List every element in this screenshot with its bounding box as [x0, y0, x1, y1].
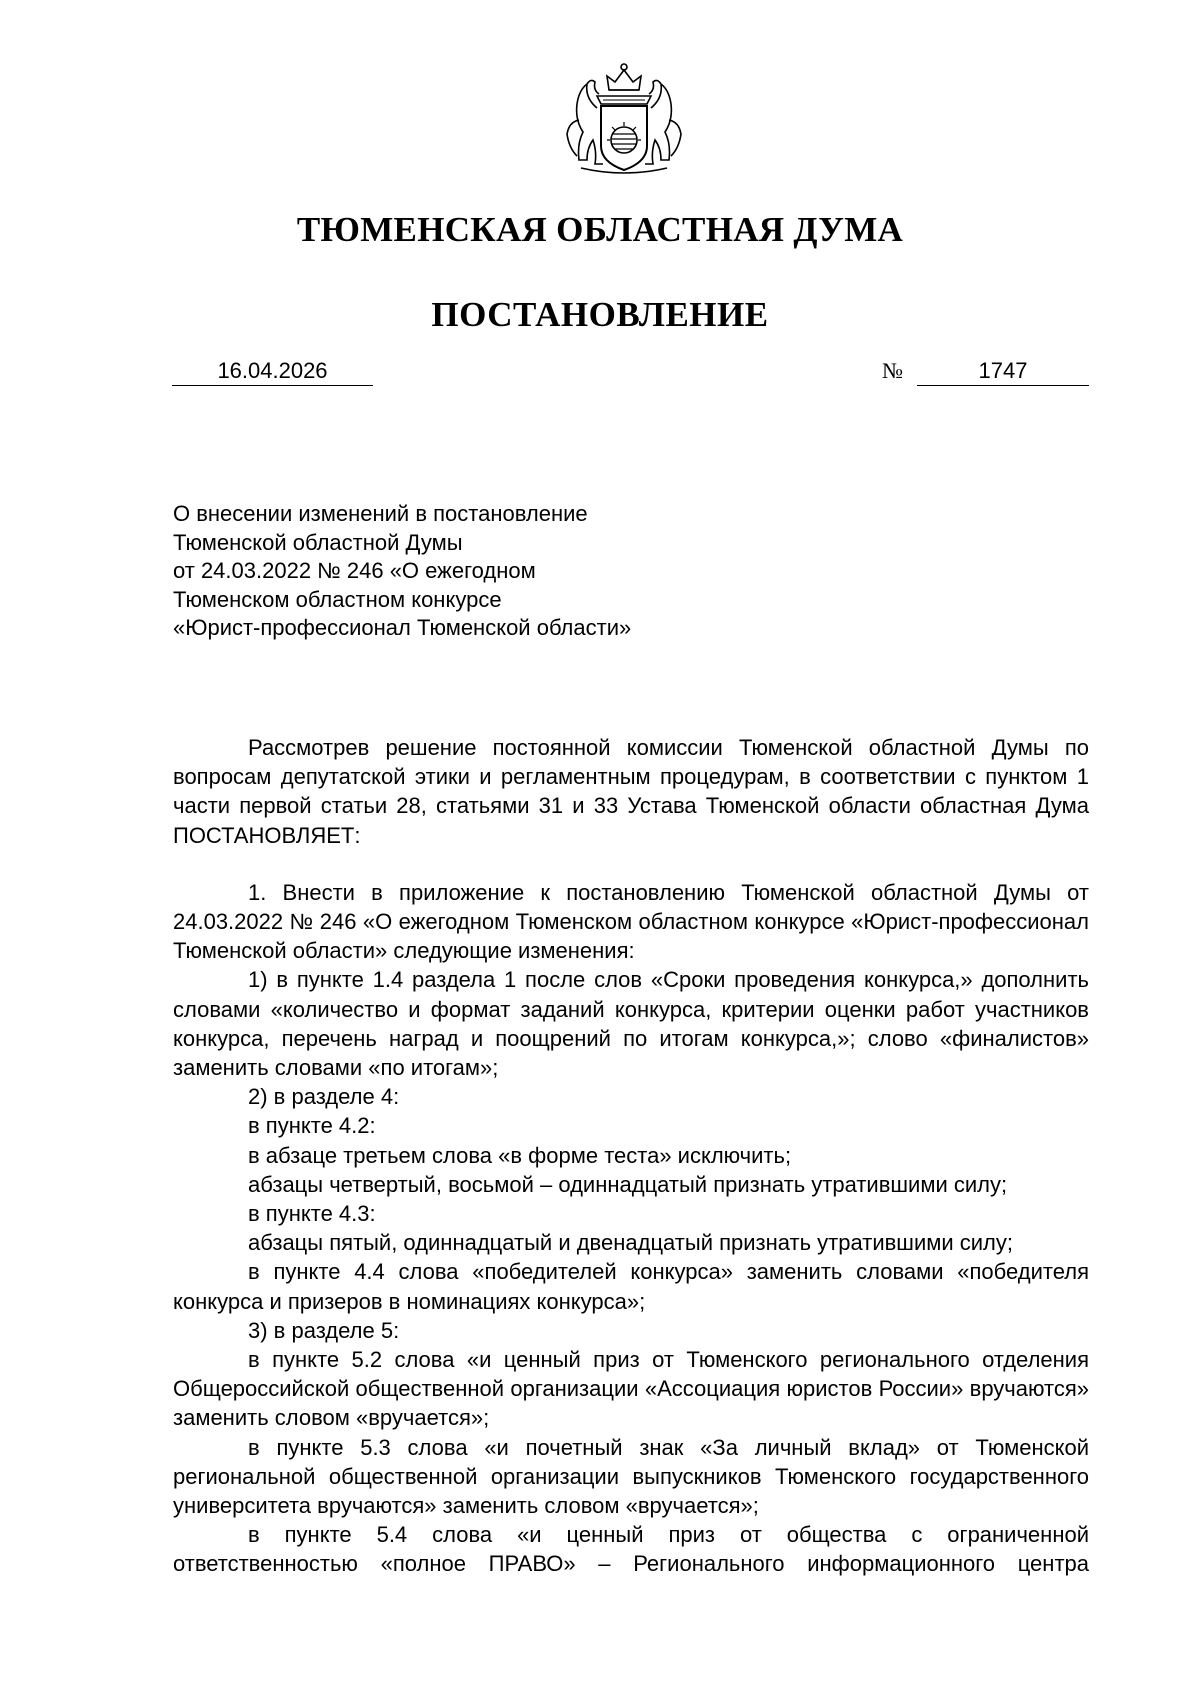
number-sign: №: [882, 358, 903, 383]
subject-line: Тюменском областном конкурсе: [173, 586, 502, 612]
body-paragraph: в абзаце третьем слова «в форме теста» исключить;: [248, 1142, 792, 1168]
document-body: [173, 733, 1089, 1579]
body-paragraph: в пункте 4.3:: [248, 1201, 376, 1227]
body-paragraph: 1. Внести в приложение к постановлению Тюменской областной Думы от 24.03.2022 № 246 «О ежегодном Тюменском областном конкурсе «Юрист-профессионал Тюменской области» следующие изменения:: [173, 879, 1089, 964]
tyumen-coat-of-arms-emblem: [557, 60, 691, 178]
document-date: 16.04.2026: [172, 357, 373, 386]
preamble-paragraph: Рассмотрев решение постоянной комиссии Тюменской областной Думы по вопросам депутатской этики и регламентным процедурам, в соответствии с пунктом 1 части первой статьи 28, статьями 31 и 33 Устава Тюменской области областная Дума ПОСТАНОВЛЯЕТ:: [173, 735, 1089, 848]
body-paragraph: в пункте 5.4 слова «и ценный приз от общества с ограниченной ответственностью «полное ПРАВО» – Регионального информационного центра: [173, 1522, 1089, 1577]
body-paragraph: в пункте 5.3 слова «и почетный знак «За личный вклад» от Тюменской региональной общественной организации выпускников Тюменского государственного университета вручаются» заменить словом «вручается»;: [173, 1434, 1089, 1519]
document-type-title: ПОСТАНОВЛЕНИЕ: [431, 295, 769, 334]
body-paragraph: в пункте 5.2 слова «и ценный приз от Тюменского регионального отделения Общероссийской общественной организации «Ассоциация юристов России» вручаются» заменить словом «вручается»;: [173, 1347, 1089, 1431]
body-paragraph: абзацы пятый, одиннадцатый и двенадцатый признать утратившими силу;: [248, 1230, 1013, 1256]
body-paragraph: в пункте 4.2:: [248, 1113, 376, 1139]
body-paragraph: в пункте 4.4 слова «победителей конкурса» заменить словами «победителя конкурса и призеров в номинациях конкурса»;: [173, 1259, 1089, 1314]
organization-title: ТЮМЕНСКАЯ ОБЛАСТНАЯ ДУМА: [296, 210, 904, 249]
body-paragraph: 1) в пункте 1.4 раздела 1 после слов «Сроки проведения конкурса,» дополнить словами «количество и формат заданий конкурса, критерии оценки работ участников конкурса, перечень наград и поощрений по итогам конкурса,»; слово «финалистов» заменить словами «по итогам»;: [173, 967, 1089, 1081]
subject-line: от 24.03.2022 № 246 «О ежегодном: [173, 558, 536, 583]
subject-line: «Юрист-профессионал Тюменской области»: [173, 615, 632, 640]
subject-line: Тюменской областной Думы: [173, 529, 463, 555]
body-paragraph: 2) в разделе 4:: [248, 1084, 400, 1110]
body-paragraph: абзацы четвертый, восьмой – одиннадцатый признать утратившими силу;: [248, 1171, 1008, 1197]
document-number: 1747: [917, 357, 1089, 386]
document-subject: [173, 500, 873, 643]
subject-line: О внесении изменений в постановление: [173, 501, 588, 526]
body-paragraph: 3) в разделе 5:: [248, 1317, 400, 1343]
